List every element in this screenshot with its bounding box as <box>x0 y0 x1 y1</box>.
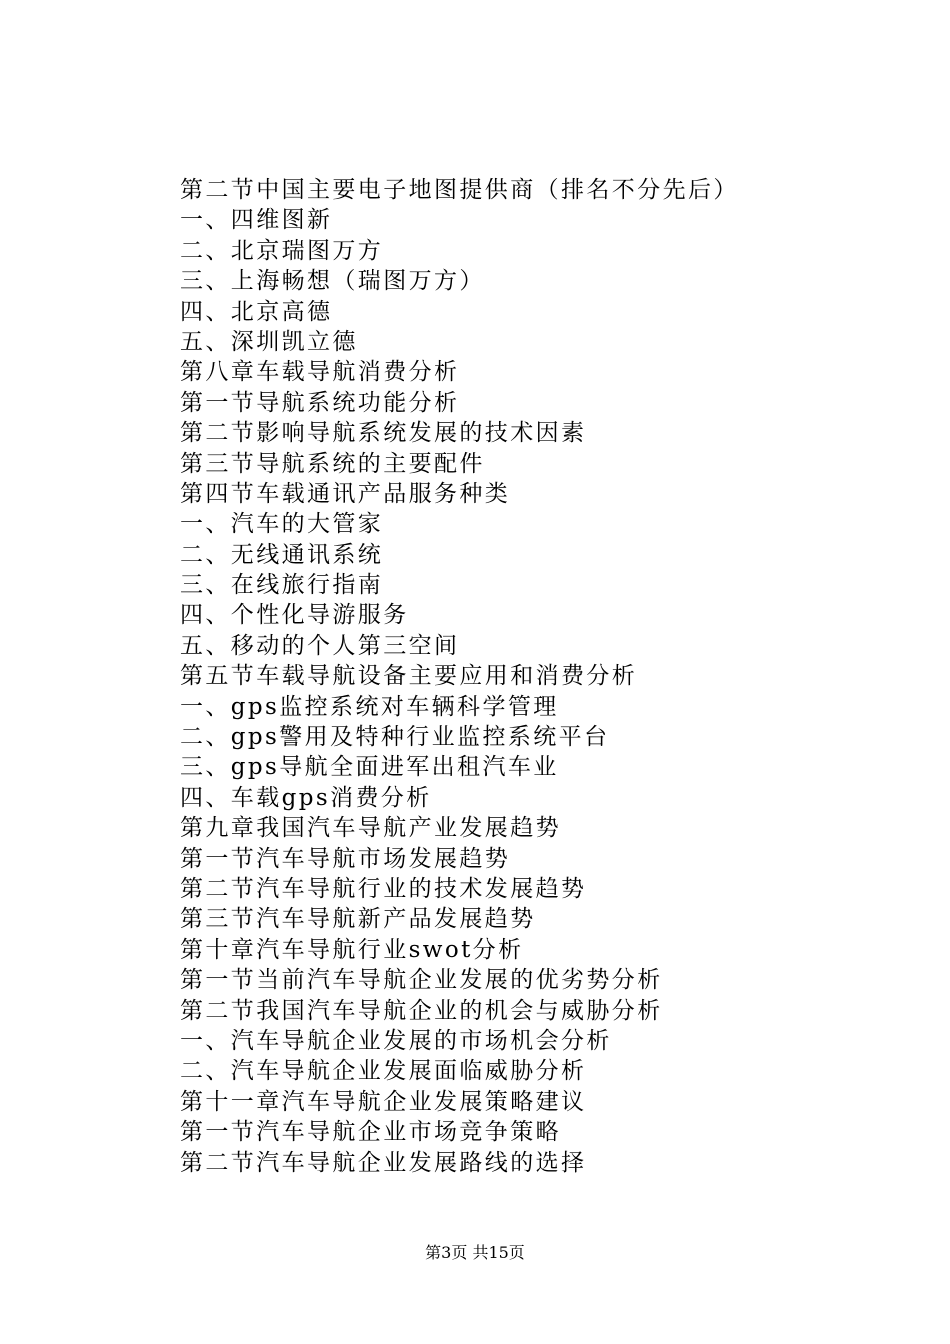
toc-line: 第一节导航系统功能分析 <box>180 389 460 416</box>
toc-line: 第三节导航系统的主要配件 <box>180 450 485 477</box>
toc-line: 二、北京瑞图万方 <box>180 237 384 264</box>
toc-line: 第五节车载导航设备主要应用和消费分析 <box>180 663 638 690</box>
toc-line: 二、汽车导航企业发展面临威胁分析 <box>180 1058 587 1085</box>
toc-line: 第二节汽车导航行业的技术发展趋势 <box>180 875 587 902</box>
toc-line: 一、汽车导航企业发展的市场机会分析 <box>180 1027 612 1054</box>
toc-line: 第二节汽车导航企业发展路线的选择 <box>180 1149 587 1176</box>
toc-line: 四、北京高德 <box>180 298 333 325</box>
toc-line: 三、gps导航全面进军出租汽车业 <box>180 754 559 781</box>
toc-line: 二、无线通讯系统 <box>180 541 384 568</box>
toc-line: 第二节影响导航系统发展的技术因素 <box>180 420 587 447</box>
toc-line: 第二节中国主要电子地图提供商（排名不分先后） <box>180 177 739 203</box>
toc-line: 第一节汽车导航企业市场竞争策略 <box>180 1119 561 1146</box>
table-of-contents <box>180 175 880 1178</box>
toc-line: 四、车载gps消费分析 <box>180 784 432 811</box>
toc-line: 一、汽车的大管家 <box>180 511 384 538</box>
toc-line: 四、个性化导游服务 <box>180 602 409 629</box>
toc-line: 第一节汽车导航市场发展趋势 <box>180 845 511 872</box>
toc-line: 五、深圳凯立德 <box>180 328 358 355</box>
page-footer: 第3页 共15页 <box>425 1243 525 1262</box>
toc-line: 第十一章汽车导航企业发展策略建议 <box>180 1088 587 1115</box>
toc-line: 三、上海畅想（瑞图万方） <box>180 268 485 295</box>
toc-line: 第一节当前汽车导航企业发展的优劣势分析 <box>180 967 663 994</box>
toc-line: 第十章汽车导航行业swot分析 <box>180 936 524 963</box>
toc-line: 第八章车载导航消费分析 <box>180 359 460 386</box>
toc-line: 一、四维图新 <box>180 207 333 234</box>
toc-line: 第九章我国汽车导航产业发展趋势 <box>180 815 561 842</box>
toc-line: 三、在线旅行指南 <box>180 572 384 599</box>
toc-line: 一、gps监控系统对车辆科学管理 <box>180 693 559 720</box>
toc-line: 二、gps警用及特种行业监控系统平台 <box>180 724 610 751</box>
toc-line: 第三节汽车导航新产品发展趋势 <box>180 906 536 933</box>
toc-line: 第二节我国汽车导航企业的机会与威胁分析 <box>180 997 663 1024</box>
toc-line: 五、移动的个人第三空间 <box>180 632 460 659</box>
toc-line: 第四节车载通讯产品服务种类 <box>180 480 511 507</box>
